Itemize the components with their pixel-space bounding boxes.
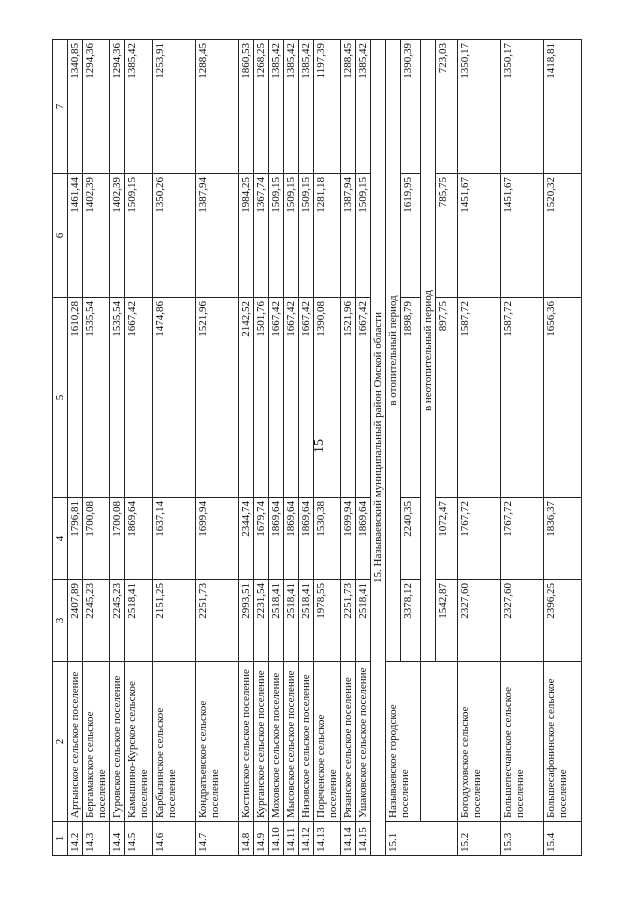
cell-c4: 1796,81 [68,498,83,580]
cell-c5: 1501,76 [254,298,269,498]
row-name: Называевское городское поселение [386,662,421,822]
header-cell: 5 [53,298,68,498]
cell-c5: 1474,86 [153,298,196,498]
cell-c3: 2518,41 [356,580,371,662]
cell-c4: 1869,64 [269,498,284,580]
cell-c6: 1509,15 [356,174,371,298]
row-code: 15.2 [458,822,501,856]
cell-c4: 2344,74 [239,498,254,580]
cell-c5: 1535,54 [83,298,110,498]
cell-c4: 1700,08 [110,498,125,580]
cell-c7: 1350,17 [501,40,544,174]
header-cell: 1 [53,822,68,856]
cell-c6: 1984,25 [239,174,254,298]
header-row [53,40,68,856]
cell-c3: 3378,12 [401,580,421,662]
cell-c3: 2245,23 [83,580,110,662]
cell-c6: 1509,15 [269,174,284,298]
cell-c6: 1367,74 [254,174,269,298]
cell-c4: 1700,08 [83,498,110,580]
row-code: 14.10 [269,822,284,856]
cell-c4: 1869,64 [125,498,153,580]
cell-c4: 1869,64 [284,498,299,580]
cell-c4: 2240,35 [401,498,421,580]
table-row [196,40,239,856]
table-row [269,40,284,856]
cell-c6: 1281,18 [314,174,341,298]
cell-c7: 1294,36 [83,40,110,174]
row-name: Камышино-Курское сельское поселение [125,662,153,822]
cell-c6: 1509,15 [299,174,314,298]
cell-c4: 1869,64 [299,498,314,580]
cell-c3: 2245,23 [110,580,125,662]
cell-c3: 2518,41 [284,580,299,662]
table-row [284,40,299,856]
cell-c7: 1385,42 [125,40,153,174]
cell-c5: 1610,28 [68,298,83,498]
cell-c4: 1699,94 [341,498,356,580]
nonheating-period-label: в неотопительный период [421,40,436,662]
row-code: 14.8 [239,822,254,856]
table-row [299,40,314,856]
table-row [501,40,544,856]
table-row [341,40,356,856]
row-code: 14.3 [83,822,110,856]
cell-c6: 1402,39 [83,174,110,298]
cell-c5: 1587,72 [501,298,544,498]
table-row [314,40,341,856]
row-code: 15.3 [501,822,544,856]
cell-c4: 1699,94 [196,498,239,580]
table-row [544,40,582,856]
row-name: Рязанское сельское поселение [341,662,356,822]
header-cell: 6 [53,174,68,298]
row-code: 14.6 [153,822,196,856]
row-name: Костинское сельское поселение [239,662,254,822]
cell-c4: 1637,14 [153,498,196,580]
cell-c5: 1898,79 [401,298,421,498]
cell-c5: 1667,42 [269,298,284,498]
cell-c6: 1451,67 [501,174,544,298]
row-name: Большепесчанское сельское поселение [501,662,544,822]
cell-c3: 1542,87 [436,580,458,662]
cell-c7: 1253,91 [153,40,196,174]
cell-c7: 1860,53 [239,40,254,174]
table-row [458,40,501,856]
row-code: 14.5 [125,822,153,856]
cell-c3: 2327,60 [458,580,501,662]
cell-c6: 1402,39 [110,174,125,298]
row-name: Богодуховское сельское поселение [458,662,501,822]
cell-c3: 2251,73 [341,580,356,662]
cell-c5: 2142,52 [239,298,254,498]
cell-c6: 1387,94 [196,174,239,298]
row-name: Большесафонинское сельское поселение [544,662,582,822]
header-cell: 2 [53,662,68,822]
cell-c7: 1268,25 [254,40,269,174]
row-code: 14.9 [254,822,269,856]
cell-c5: 897,75 [436,298,458,498]
cell-c3: 2251,73 [196,580,239,662]
cell-c7: 1418,81 [544,40,582,174]
cell-c4: 1869,64 [356,498,371,580]
section-row [371,40,386,856]
cell-c4: 1767,72 [458,498,501,580]
cell-c5: 1535,54 [110,298,125,498]
cell-c5: 1667,42 [284,298,299,498]
cell-c4: 1767,72 [501,498,544,580]
row-name: Пореченское сельское поселение [314,662,341,822]
row-name: Мысовское сельское поселение [284,662,299,822]
cell-c5: 1667,42 [299,298,314,498]
row-code: 15.1 [386,822,458,856]
cell-c5: 1587,72 [458,298,501,498]
cell-c4: 1072,47 [436,498,458,580]
row-name: Карбызинское сельское поселение [153,662,196,822]
row-name: Артынское сельское поселение [68,662,83,822]
cell-c6: 1387,94 [341,174,356,298]
cell-c7: 1385,42 [356,40,371,174]
row-name: Бергамакское сельское поселение [83,662,110,822]
table-row [83,40,110,856]
cell-c3: 2231,54 [254,580,269,662]
table-row [125,40,153,856]
cell-c6: 785,75 [436,174,458,298]
cell-c7: 1294,36 [110,40,125,174]
cell-c3: 2396,25 [544,580,582,662]
cell-c6: 1520,32 [544,174,582,298]
row-name: Курганское сельское поселение [254,662,269,822]
cell-c7: 1340,85 [68,40,83,174]
row-code: 14.4 [110,822,125,856]
row-code: 14.12 [299,822,314,856]
cell-c3: 2407,89 [68,580,83,662]
page-number: 15 [312,439,327,453]
cell-c3: 2327,60 [501,580,544,662]
header-cell: 7 [53,40,68,174]
cell-c3: 2151,25 [153,580,196,662]
cell-c7: 1385,42 [299,40,314,174]
header-cell: 3 [53,580,68,662]
cell-c3: 1978,55 [314,580,341,662]
table-row [239,40,254,856]
heating-label-row [386,40,401,856]
table-area [52,40,580,856]
row-name: Ушаковское сельское поселение [356,662,371,822]
heating-period-label: в отопительный период [386,40,401,662]
row-code: 14.7 [196,822,239,856]
cell-c6: 1509,15 [125,174,153,298]
row-code: 14.15 [356,822,371,856]
row-code: 14.14 [341,822,356,856]
cell-c5: 1656,36 [544,298,582,498]
cell-c7: 1288,45 [341,40,356,174]
table-row [356,40,371,856]
row-name: Кондратьевское сельское поселение [196,662,239,822]
row-name: Моховское сельское поселение [269,662,284,822]
row-name: Гуровское сельское поселение [110,662,125,822]
table-row [110,40,125,856]
cell-c3: 2518,41 [125,580,153,662]
table-row [68,40,83,856]
tariff-table [52,39,582,856]
cell-c6: 1350,26 [153,174,196,298]
cell-c6: 1509,15 [284,174,299,298]
table-row [254,40,269,856]
nonheating-label-row [421,40,436,856]
cell-c5: 1390,08 [314,298,341,498]
cell-c7: 723,03 [436,40,458,174]
row-code: 14.13 [314,822,341,856]
cell-c3: 2518,41 [299,580,314,662]
cell-c7: 1390,39 [401,40,421,174]
cell-c7: 1385,42 [284,40,299,174]
cell-c6: 1619,95 [401,174,421,298]
section-title: 15. Называевский муниципальный район Омской области [371,40,386,856]
row-code: 14.2 [68,822,83,856]
cell-c4: 1530,38 [314,498,341,580]
cell-c5: 1667,42 [125,298,153,498]
cell-c7: 1288,45 [196,40,239,174]
cell-c5: 1521,96 [341,298,356,498]
cell-c7: 1197,39 [314,40,341,174]
cell-c6: 1451,67 [458,174,501,298]
cell-c4: 1679,74 [254,498,269,580]
cell-c5: 1521,96 [196,298,239,498]
cell-c5: 1667,42 [356,298,371,498]
row-code: 15.4 [544,822,582,856]
cell-c3: 2993,51 [239,580,254,662]
cell-c6: 1461,44 [68,174,83,298]
cell-c7: 1350,17 [458,40,501,174]
table-row [153,40,196,856]
cell-c7: 1385,42 [269,40,284,174]
row-name: Низовское сельское поселение [299,662,314,822]
row-code: 14.11 [284,822,299,856]
name-blank-cell [421,662,458,822]
cell-c4: 1836,37 [544,498,582,580]
cell-c3: 2518,41 [269,580,284,662]
header-cell: 4 [53,498,68,580]
